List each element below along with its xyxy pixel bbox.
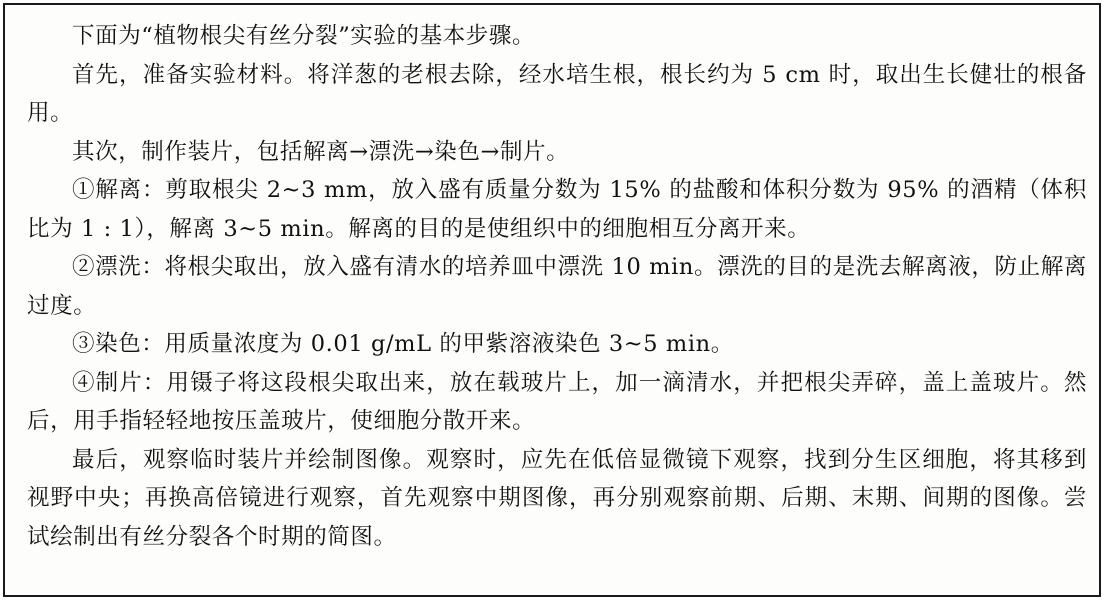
document-body	[27, 17, 1087, 556]
step-staining: ③染色：用质量浓度为 0.01 g/mL 的甲紫溶液染色 3~5 min。	[72, 331, 734, 357]
slide-making-paragraph: 其次，制作装片，包括解离→漂洗→染色→制片。	[72, 138, 570, 165]
intro-paragraph: 下面为“植物根尖有丝分裂”实验的基本步骤。	[72, 23, 536, 49]
step-rinsing: ②漂洗：将根尖取出，放入盛有清水的培养皿中漂洗 10 min。漂洗的目的是洗去解离液，防止解离过度。	[27, 254, 1087, 319]
step-mounting: ④制片：用镊子将这段根尖取出来，放在载玻片上，加一滴清水，并把根尖弄碎，盖上盖玻片。然后，用手指轻轻地按压盖玻片，使细胞分散开来。	[27, 369, 1087, 434]
observation-paragraph: 最后，观察临时装片并绘制图像。观察时，应先在低倍显微镜下观察，找到分生区细胞，将其移到视野中央；再换高倍镜进行观察，首先观察中期图像，再分别观察前期、后期、末期、间期的图像。尝试绘制出有丝分裂各个时期的简图。	[27, 446, 1087, 550]
step-dissociation: ①解离：剪取根尖 2~3 mm，放入盛有质量分数为 15% 的盐酸和体积分数为 95% 的酒精（体积比为 1 : 1），解离 3~5 min。解离的目的是使组织中的细胞相互分离开来。	[27, 177, 1087, 242]
preparation-paragraph: 首先，准备实验材料。将洋葱的老根去除，经水培生根，根长约为 5 cm 时，取出生长健壮的根备用。	[27, 61, 1087, 126]
text-box	[3, 3, 1101, 597]
